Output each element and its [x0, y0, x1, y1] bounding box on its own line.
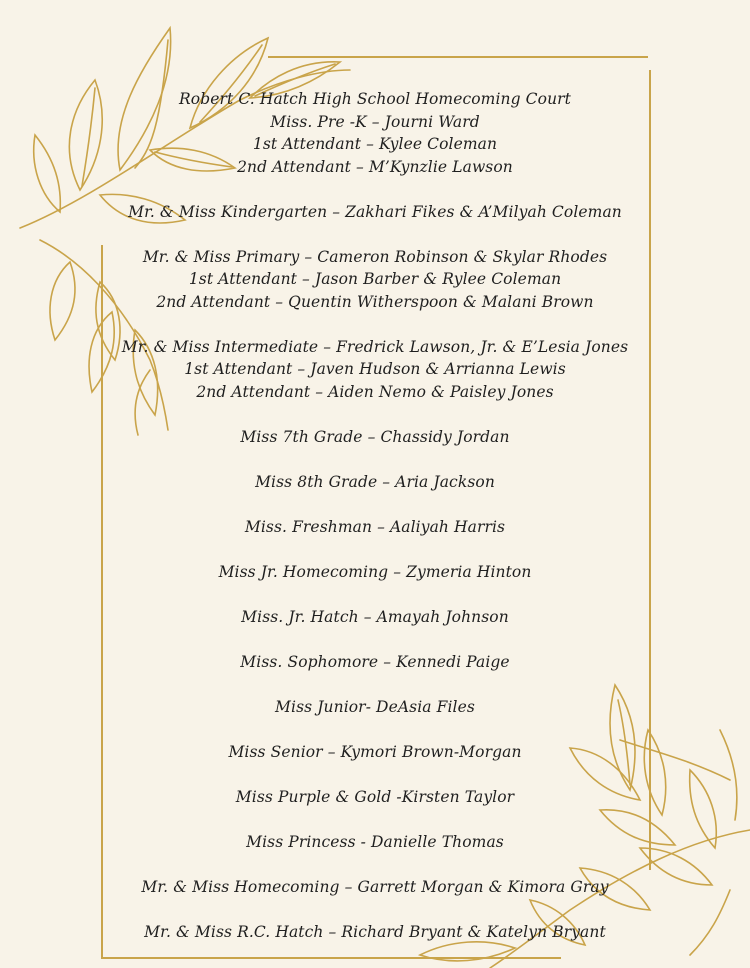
- court-entry: Mr. & Miss Homecoming – Garrett Morgan & Kimora Gray: [141, 877, 609, 896]
- court-entry: Miss Senior – Kymori Brown-Morgan: [228, 742, 522, 761]
- court-entry: Miss. Pre -K – Journi Ward: [270, 112, 480, 131]
- court-entry: Mr. & Miss Kindergarten – Zakhari Fikes & A’Milyah Coleman: [128, 202, 622, 221]
- homecoming-court-list: [0, 88, 750, 943]
- court-entry: Miss 7th Grade – Chassidy Jordan: [240, 427, 510, 446]
- court-entry: 1st Attendant – Jason Barber & Rylee Coleman: [188, 270, 562, 288]
- court-entry: Mr. & Miss Intermediate – Fredrick Lawson, Jr. & E’Lesia Jones: [121, 337, 629, 356]
- court-entry: Miss 8th Grade – Aria Jackson: [255, 472, 495, 491]
- court-entry: Miss. Sophomore – Kennedi Paige: [240, 652, 510, 671]
- court-entry: 1st Attendant – Javen Hudson & Arrianna Lewis: [184, 360, 566, 378]
- court-entry: Miss Purple & Gold -Kirsten Taylor: [235, 787, 515, 806]
- frame-line-top: [268, 56, 648, 58]
- court-entry: Miss. Freshman – Aaliyah Harris: [244, 517, 506, 536]
- frame-line-bottom: [101, 957, 561, 959]
- court-entry: 2nd Attendant – Quentin Witherspoon & Malani Brown: [156, 292, 594, 311]
- court-entry: 1st Attendant – Kylee Coleman: [252, 135, 498, 153]
- court-entry: Miss. Jr. Hatch – Amayah Johnson: [241, 607, 509, 626]
- court-entry: Mr. & Miss R.C. Hatch – Richard Bryant & Katelyn Bryant: [144, 922, 606, 941]
- court-entry: Miss Princess - Danielle Thomas: [246, 832, 504, 851]
- document-title: Robert C. Hatch High School Homecoming Court: [179, 90, 571, 108]
- court-entry: 2nd Attendant – Aiden Nemo & Paisley Jones: [196, 382, 554, 401]
- court-entry: Mr. & Miss Primary – Cameron Robinson & Skylar Rhodes: [142, 247, 608, 266]
- court-entry: Miss Jr. Homecoming – Zymeria Hinton: [218, 562, 532, 581]
- court-entry: Miss Junior- DeAsia Files: [275, 697, 475, 716]
- court-entry: 2nd Attendant – M’Kynzlie Lawson: [237, 157, 513, 176]
